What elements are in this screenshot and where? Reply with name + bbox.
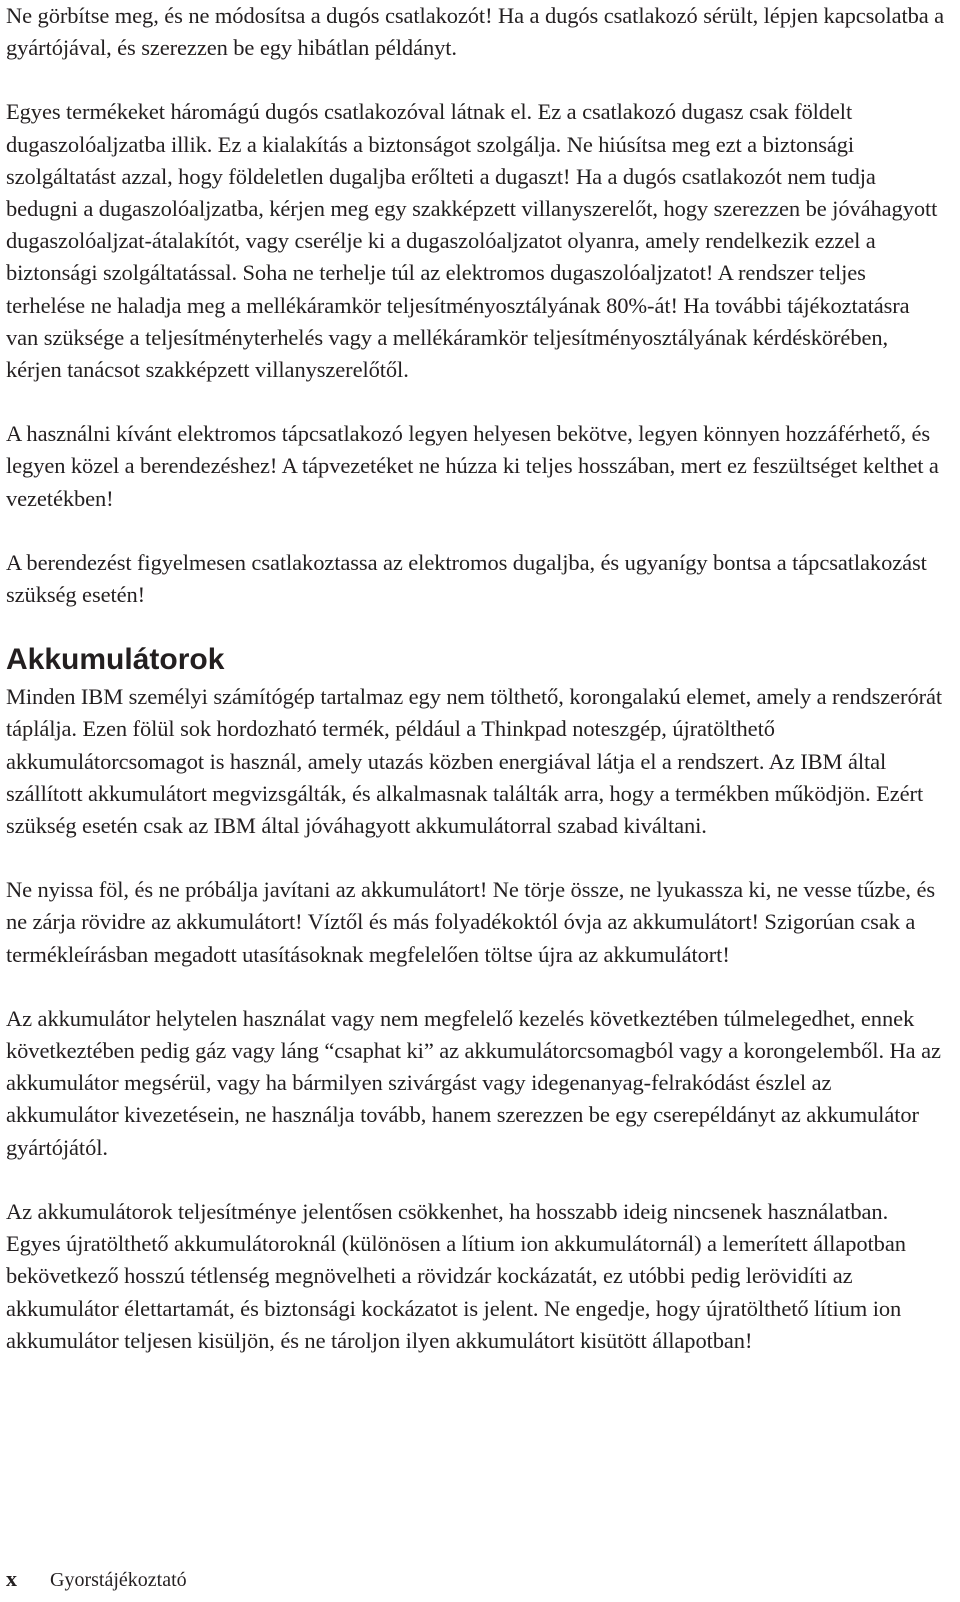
paragraph-plug-damage: Ne görbítse meg, és ne módosítsa a dugós csatlakozót! Ha a dugós csatlakozó sérült, lépjen kapcsolatba a gyártójával, és szerezzen be egy hibátlan példányt. [6,3,945,61]
page-footer [6,1566,187,1593]
paragraph-three-prong-plug: Egyes termékeket háromágú dugós csatlakozóval látnak el. Ez a csatlakozó dugasz csak földelt dugaszolóaljzatba illik. Ez a kialakítás a biztonságot szolgálja. Ne hiúsítsa meg ezt a biztonsági szolgáltatást azzal, hogy földeletlen dugaljba erőlteti a dugaszt! Ha a dugós csatlakozót nem tudja bedugni a dugaszolóaljzatba, kérjen meg egy szakképzett villanyszerelőt, hogy szerezzen be jóváhagyott dugaszolóaljzat-átalakítót, vagy cserélje ki a dugaszolóaljzatot olyanra, amely rendelkezik ezzel a biztonsági szolgáltatással. Soha ne terhelje túl az elektromos dugaszolóaljzatot! A rendszer teljes terhelése ne haladja meg a mellékáramkör teljesítményosztályának 80%-át! Ha további tájékoztatásra van szüksége a teljesítményterhelés vagy a mellékáramkör teljesítményosztályának kérdéskörében, kérjen tanácsot szakképzett villanyszerelőtől. [6,99,938,383]
paragraph-power-outlet: A használni kívánt elektromos tápcsatlakozó legyen helyesen bekötve, legyen könnyen hozzáférhető, és legyen közel a berendezéshez! A tápvezetéket ne húzza ki teljes hosszában, mert ez feszültséget kelthet a vezetékben! [6,421,939,511]
document-page [6,0,946,1357]
book-title: Gyorstájékoztató [50,1569,187,1591]
paragraph-batteries-intro: Minden IBM személyi számítógép tartalmaz egy nem tölthető, korongalakú elemet, amely a rendszerórát táplálja. Ezen fölül sok hordozható termék, például a Thinkpad noteszgép, újratölthető akkumulátorcsomagot is használ, amely utazás közben energiával látja el a rendszert. Az IBM által szállított akkumulátort megvizsgálták, és alkalmasnak találták arra, hogy a termékben működjön. Ezért szükség esetén csak az IBM által jóváhagyott akkumulátorral szabad kiváltani. [6,684,943,839]
paragraph-batteries-storage: Az akkumulátorok teljesítménye jelentősen csökkenhet, ha hosszabb ideig nincsenek használatban. Egyes újratölthető akkumulátoroknál (különösen a lítium ion akkumulátornál) a lemerített állapotban bekövetkező hosszú tétlenség megnövelheti a rövidzár kockázatát, ez utóbbi pedig lerövidíti az akkumulátor élettartamát, és biztonsági kockázatot is jelent. Ne engedje, hogy újratölthető lítium ion akkumulátor teljesen kisüljön, és ne tároljon ilyen akkumulátort kisütött állapotban! [6,1198,906,1353]
paragraph-connect-carefully: A berendezést figyelmesen csatlakoztassa az elektromos dugaljba, és ugyanígy bontsa a tápcsatlakozást szükség esetén! [6,549,927,608]
paragraph-batteries-do-not-open: Ne nyissa föl, és ne próbálja javítani az akkumulátort! Ne törje össze, ne lyukassza ki, ne vesse tűzbe, és ne zárja rövidre az akkumulátort! Víztől és más folyadékoktól óvja az akkumulátort! Szigorúan csak a termékleírásban megadott utasításoknak megfelelően töltse újra az akkumulátort! [6,877,935,967]
paragraph-batteries-overheat: Az akkumulátor helytelen használat vagy nem megfelelő kezelés következtében túlmelegedhet, ennek következtében pedig gáz vagy láng “csaphat ki” az akkumulátorcsomagból vagy a korongelemből. Ha az akkumulátor megsérül, vagy ha bármilyen szivárgást vagy idegenanyag-felrakódást észlel az akkumulátor kivezetésein, ne használja tovább, hanem szerezzen be egy cserepéldányt az akkumulátor gyártójától. [6,1005,941,1160]
section-heading-batteries: Akkumulátorok [6,643,225,677]
page-number: x [6,1566,17,1591]
